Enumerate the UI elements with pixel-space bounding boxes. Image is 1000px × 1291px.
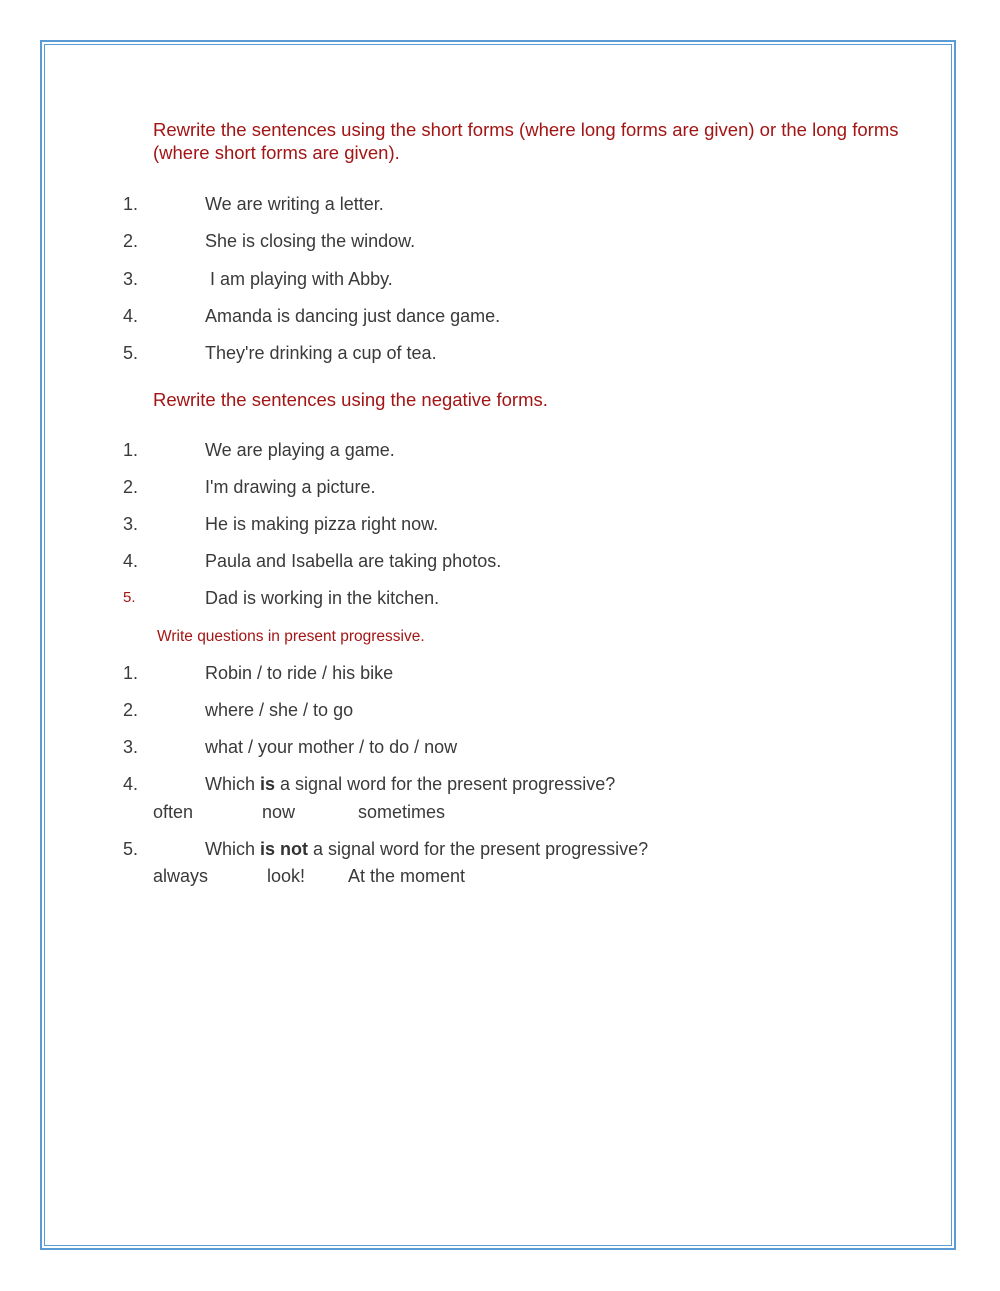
list-item — [0, 340, 1000, 366]
option: look! — [267, 866, 306, 886]
option: often — [153, 802, 194, 822]
item-number: 5. — [123, 343, 139, 363]
list-item — [0, 771, 1000, 797]
option: sometimes — [358, 802, 446, 822]
item-number: 3. — [123, 269, 139, 289]
item-number: 3. — [123, 514, 139, 534]
item-text: We are writing a letter. — [205, 194, 384, 214]
option: always — [153, 866, 209, 886]
list-item — [0, 585, 1000, 611]
list-item — [0, 734, 1000, 760]
answer-options — [0, 800, 1000, 824]
item-number: 1. — [123, 663, 139, 683]
list-item — [0, 266, 1000, 292]
item-text: Which is not a signal word for the present progressive? — [205, 839, 649, 859]
emphasis: is not — [260, 839, 309, 859]
item-text: We are playing a game. — [205, 440, 395, 460]
emphasis: is — [260, 774, 276, 794]
list-item — [0, 474, 1000, 500]
answer-options — [0, 864, 1000, 888]
item-text: They're drinking a cup of tea. — [205, 343, 437, 363]
item-text: where / she / to go — [205, 700, 354, 720]
item-text: She is closing the window. — [205, 231, 416, 251]
item-number: 1. — [123, 440, 139, 460]
list-item — [0, 303, 1000, 329]
list-item — [0, 191, 1000, 217]
section-2-heading: Rewrite the sentences using the negative forms. — [153, 389, 548, 410]
item-number: 2. — [123, 700, 139, 720]
item-text: Amanda is dancing just dance game. — [205, 306, 501, 326]
section-1-heading: Rewrite the sentences using the short forms (where long forms are given) or the long forms (where short forms are given). — [153, 119, 899, 163]
item-text: Dad is working in the kitchen. — [205, 588, 440, 608]
option: now — [262, 802, 296, 822]
item-text: what / your mother / to do / now — [205, 737, 458, 757]
item-number: 4. — [123, 551, 139, 571]
list-item — [0, 437, 1000, 463]
item-text: Which is a signal word for the present progressive? — [205, 774, 616, 794]
item-number: 4. — [123, 774, 139, 794]
list-item — [0, 511, 1000, 537]
item-number: 2. — [123, 477, 139, 497]
list-item — [0, 228, 1000, 254]
option: At the moment — [348, 866, 466, 886]
item-text: I'm drawing a picture. — [205, 477, 376, 497]
item-number: 1. — [123, 194, 139, 214]
item-text: I am playing with Abby. — [205, 269, 393, 289]
item-number: 3. — [123, 737, 139, 757]
item-text: Paula and Isabella are taking photos. — [205, 551, 502, 571]
item-number: 5. — [123, 589, 136, 606]
item-number: 5. — [123, 839, 139, 859]
item-text: He is making pizza right now. — [205, 514, 439, 534]
item-number: 2. — [123, 231, 139, 251]
list-item — [0, 548, 1000, 574]
list-item — [0, 660, 1000, 686]
list-item — [0, 836, 1000, 862]
item-text: Robin / to ride / his bike — [205, 663, 394, 683]
list-item — [0, 697, 1000, 723]
section-3-heading: Write questions in present progressive. — [157, 628, 425, 645]
item-number: 4. — [123, 306, 139, 326]
